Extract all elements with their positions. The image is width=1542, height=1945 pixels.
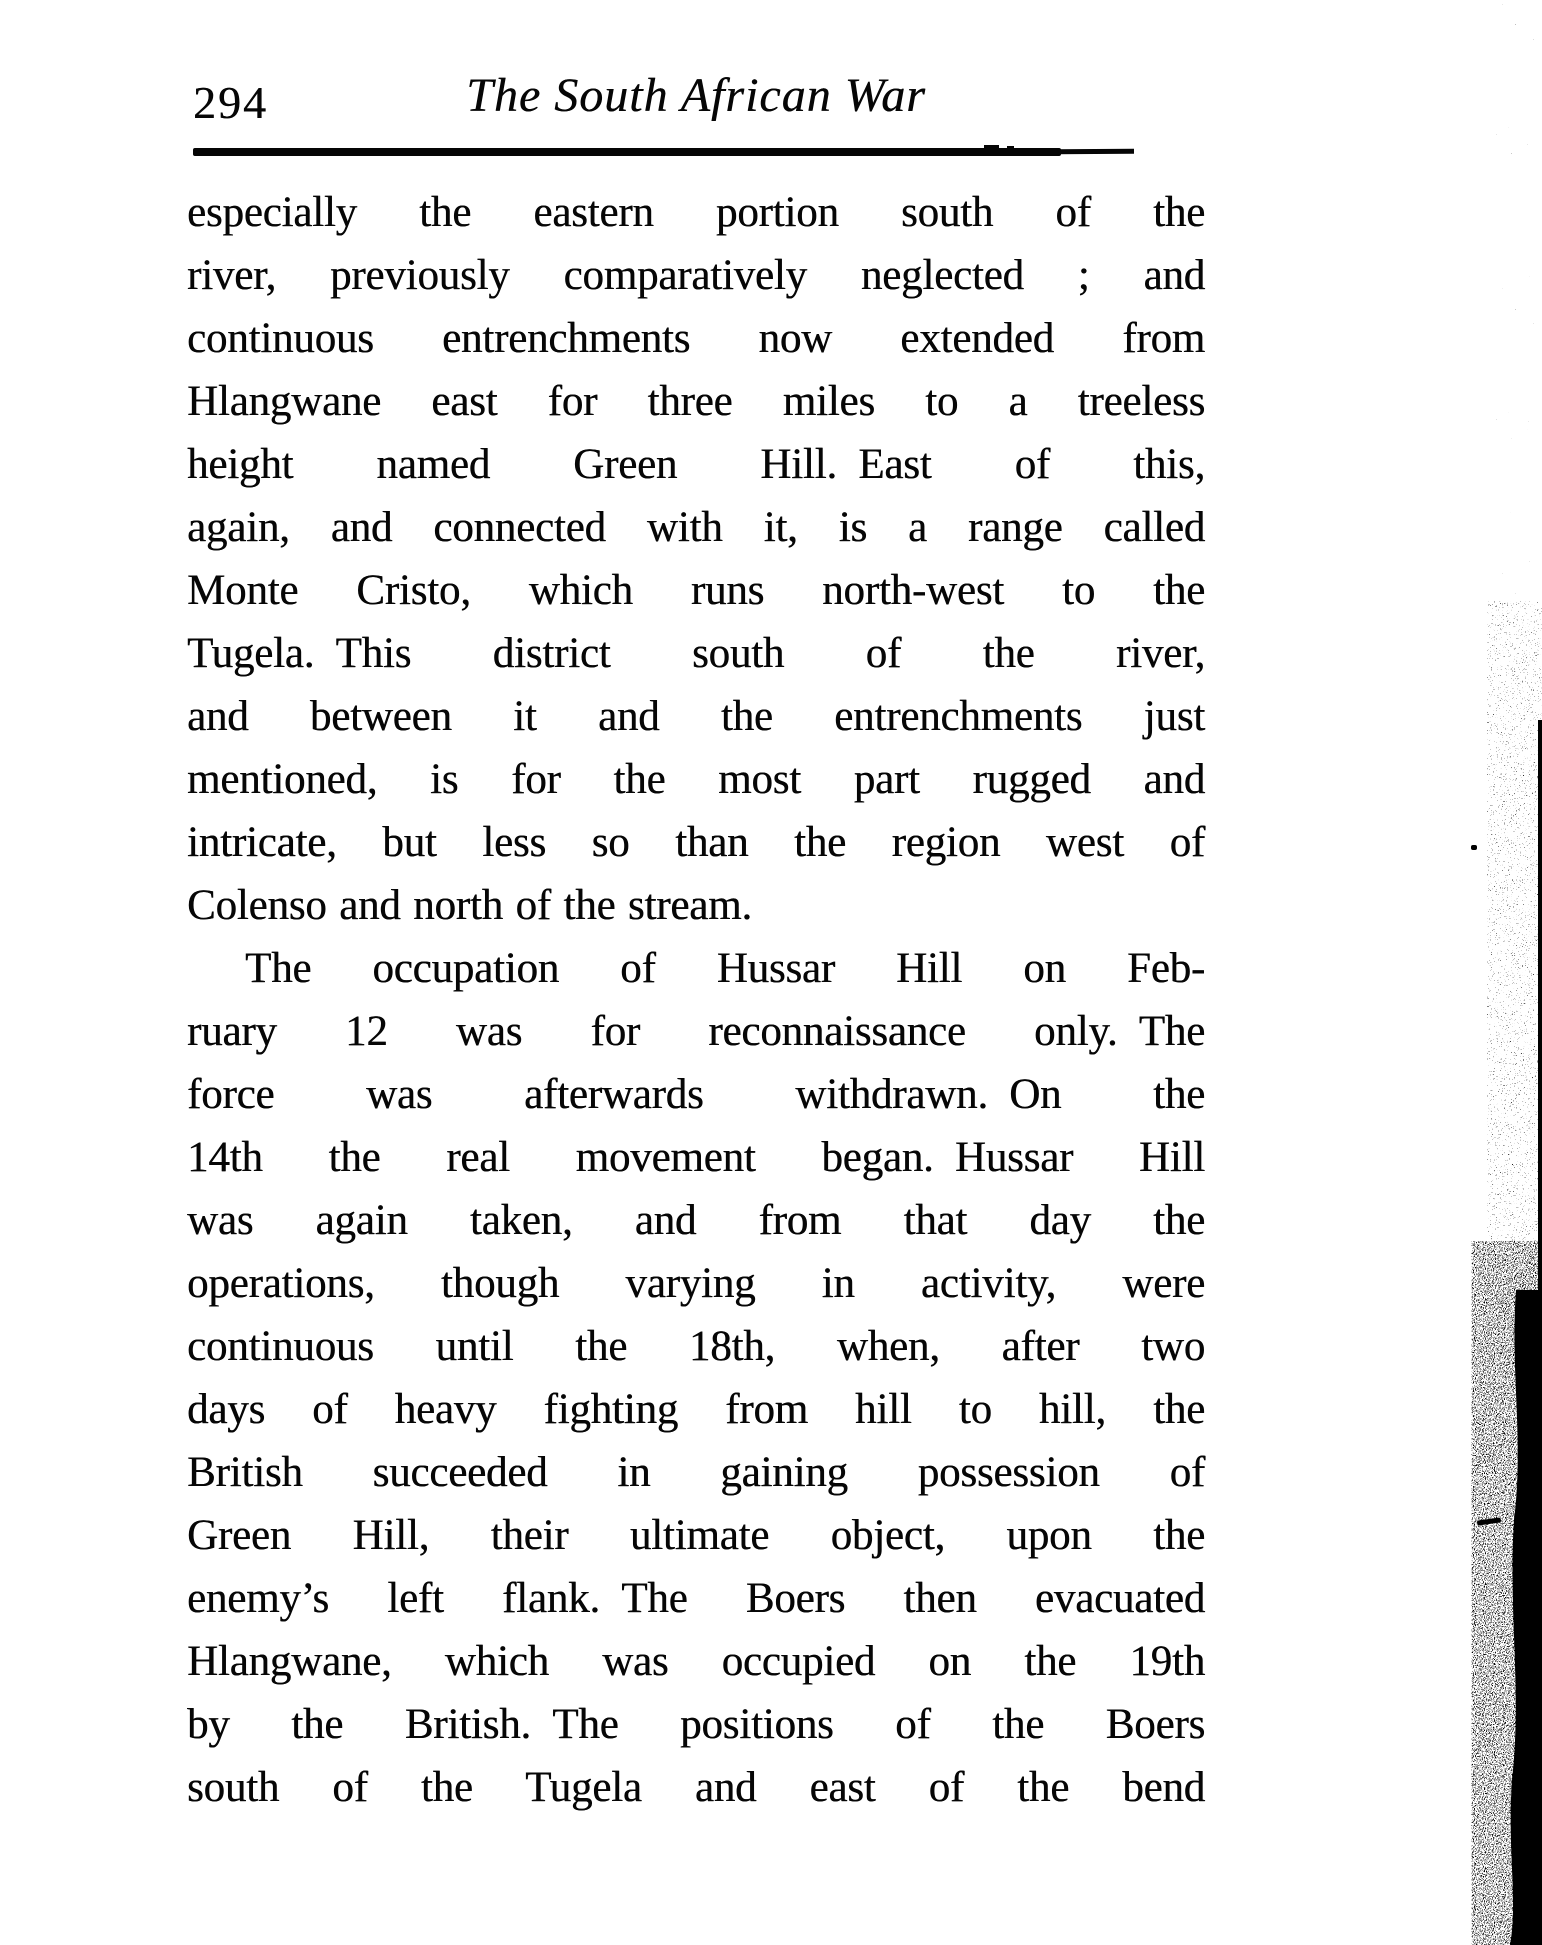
text-line: Hlangwane east for three miles to a treeless [187, 378, 1205, 425]
running-title: The South African War [466, 69, 926, 122]
text-line: Hlangwane, which was occupied on the 19th [187, 1638, 1205, 1685]
text-line: The occupation of Hussar Hill on Feb- [245, 945, 1205, 992]
text-line: continuous until the 18th, when, after two [187, 1323, 1205, 1370]
text-line: operations, though varying in activity, were [187, 1260, 1205, 1307]
text-line: ruary 12 was for reconnaissance only. The [187, 1008, 1205, 1055]
text-line: and between it and the entrenchments just [187, 693, 1205, 740]
text-line: Tugela. This district south of the river, [187, 630, 1205, 677]
text-line: Monte Cristo, which runs north-west to the [187, 567, 1205, 614]
text-line: especially the eastern portion south of the [187, 189, 1205, 236]
text-line: south of the Tugela and east of the bend [187, 1764, 1205, 1811]
text-line: mentioned, is for the most part rugged and [187, 756, 1205, 803]
text-line: river, previously comparatively neglected ; and [187, 252, 1205, 299]
text-line: 14th the real movement began. Hussar Hill [187, 1134, 1205, 1181]
text-line: enemy’s left flank. The Boers then evacuated [187, 1575, 1205, 1622]
scan-noise-strip [1470, 0, 1542, 1945]
text-line: intricate, but less so than the region west of [187, 819, 1205, 866]
page-number: 294 [193, 77, 268, 128]
text-line: again, and connected with it, is a range called [187, 504, 1205, 551]
text-line: was again taken, and from that day the [187, 1197, 1205, 1244]
header-rule-tail [1056, 149, 1134, 154]
text-line: British succeeded in gaining possession of [187, 1449, 1205, 1496]
text-line: by the British. The positions of the Boers [187, 1701, 1205, 1748]
text-line: Colenso and north of the stream. [187, 882, 752, 929]
text-line: days of heavy fighting from hill to hill, the [187, 1386, 1205, 1433]
text-line: continuous entrenchments now extended from [187, 315, 1205, 362]
text-line: force was afterwards withdrawn. On the [187, 1071, 1205, 1118]
rule-fragment [1007, 146, 1014, 150]
text-column [187, 181, 1205, 1819]
rule-fragment [984, 145, 999, 149]
header-rule [193, 148, 1061, 156]
text-line: height named Green Hill. East of this, [187, 441, 1205, 488]
text-line: Green Hill, their ultimate object, upon the [187, 1512, 1205, 1559]
